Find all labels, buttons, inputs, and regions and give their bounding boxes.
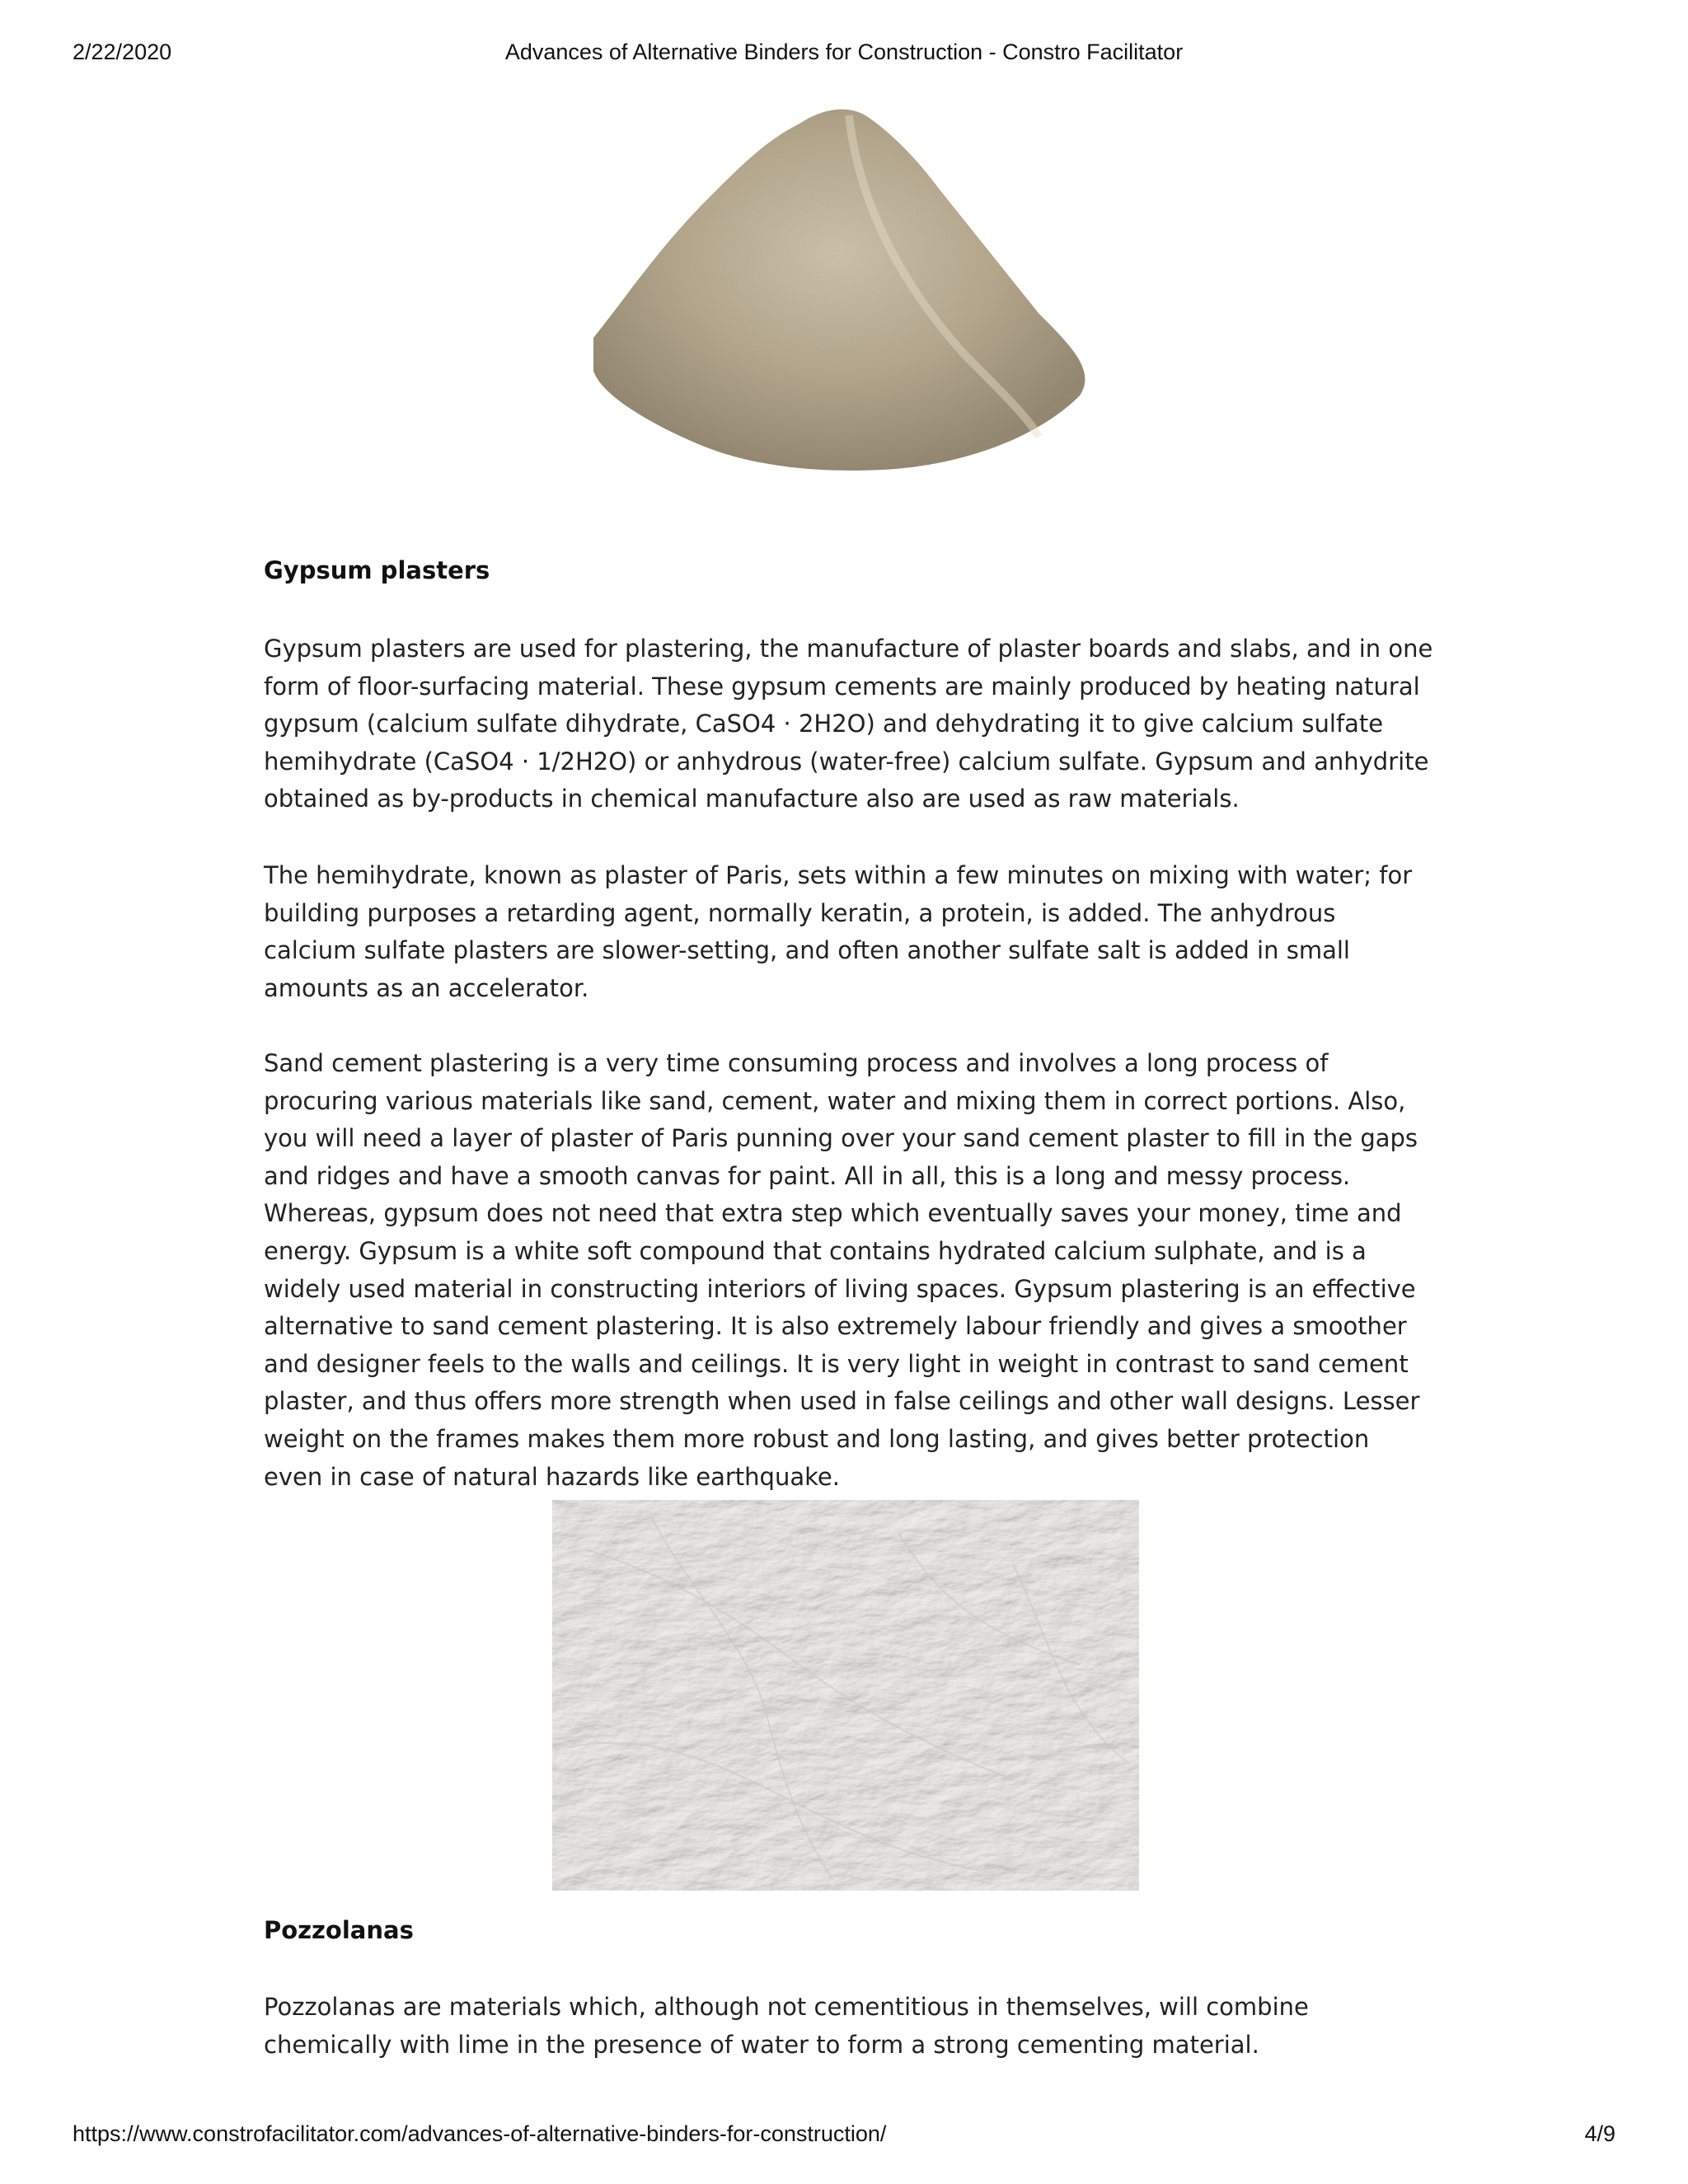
gypsum-paragraph-1 [264,630,1434,818]
gypsum-powder-image [503,91,1179,486]
print-footer [73,2121,1615,2151]
gypsum-plaster-texture-image [552,1500,1139,1891]
paragraph-text: Sand cement plastering is a very time consuming process and involves a long process of procuring various materials like sand, cement, water and mixing them in correct portions. Also, you will need a layer of plaster of Paris punning over your sand cement plaster to fill in the gaps and ridges and have a smooth canvas for paint. All in all, this is a long and messy process. Whereas, gypsum does not need that extra step which eventually saves your money, time and energy. Gypsum is a white soft compound that contains hydrated calcium sulphate, and is a widely used material in constructing interiors of living spaces. Gypsum plastering is an effective alternative to sand cement plastering. It is also extremely labour friendly and gives a smoother and designer feels to the walls and ceilings. It is very light in weight in contrast to sand cement plaster, and thus offers more strength when used in false ceilings and other wall designs. Lesser weight on the frames makes them more robust and long lasting, and gives better protection even in case of natural hazards like earthquake. [264,1049,1420,1491]
paragraph-text: Pozzolanas are materials which, although not cementitious in themselves, will combine chemically with lime in the presence of water to form a strong cementing material. [264,1993,1309,2059]
paragraph-text: The hemihydrate, known as plaster of Paris, sets within a few minutes on mixing with water; for building purposes a retarding agent, normally keratin, a protein, is added. The anhydrous calcium sulfate plasters are slower-setting, and often another sulfate salt is added in small amounts as an accelerator. [264,861,1413,1002]
page-title: Advances of Alternative Binders for Construction - Constro Facilitator [504,40,1184,64]
gypsum-paragraph-2 [264,857,1434,1007]
section-heading-pozzolanas: Pozzolanas [264,1916,414,1944]
paragraph-text: Gypsum plasters are used for plastering, the manufacture of plaster boards and slabs, and in one form of floor-surfacing material. These gypsum cements are mainly produced by heating natural gypsum (calcium sulfate dihydrate, CaSO4 · 2H2O) and dehydrating it to give calcium sulfate hemihydrate (CaSO4 · 1/2H2O) or anhydrous (water-free) calcium sulfate. Gypsum and anhydrite obtained as by-products in chemical manufacture also are used as raw materials. [264,635,1433,813]
print-date: 2/22/2020 [73,40,172,64]
section-heading-gypsum: Gypsum plasters [264,556,490,584]
page-url: https://www.constrofacilitator.com/advances-of-alternative-binders-for-construction/ [73,2121,887,2146]
pozzolanas-paragraph-1 [264,1989,1434,2064]
print-header [73,40,1615,69]
page-number: 4/9 [1584,2121,1615,2146]
gypsum-paragraph-3 [264,1045,1434,1496]
